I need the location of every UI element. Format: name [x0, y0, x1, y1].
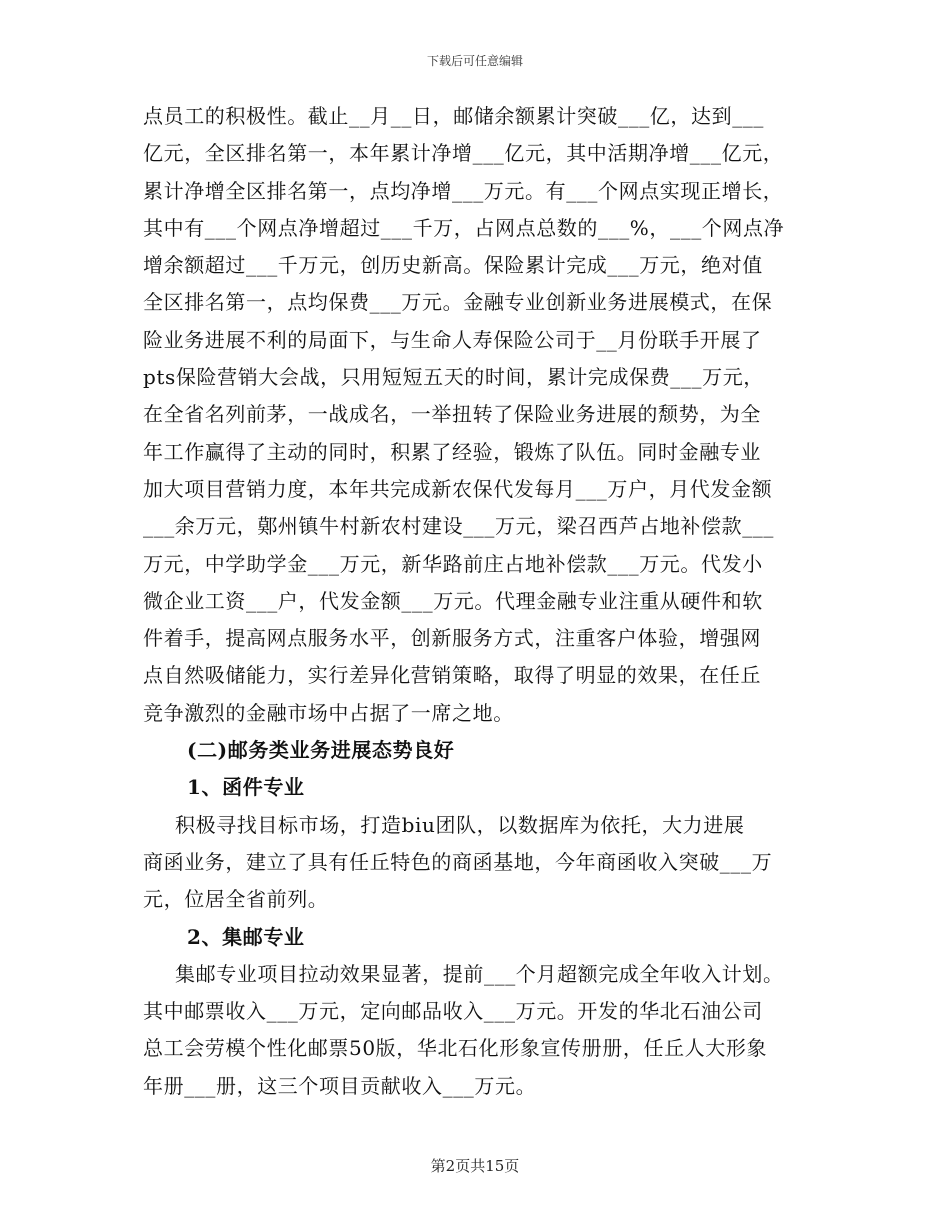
- section-heading: 2、集邮专业: [187, 924, 305, 949]
- paragraph-line: 险业务进展不利的局面下，与生命人寿保险公司于__月份联手开展了: [143, 327, 762, 352]
- paragraph-line: 万元，中学助学金___万元，新华路前庄占地补偿款___万元。代发小: [143, 551, 763, 576]
- page-footer: 第2页共15页: [430, 1157, 520, 1175]
- paragraph-line: 总工会劳模个性化邮票50版，华北石化形象宣传册册，任丘人大形象: [143, 1036, 768, 1061]
- paragraph-line: 增余额超过___千万元，创历史新高。保险累计完成___万元，绝对值: [143, 253, 763, 278]
- paragraph-line: 其中有___个网点净增超过___千万，占网点总数的___%，___个网点净: [143, 215, 785, 240]
- document-body: [143, 98, 833, 1105]
- paragraph-line: 全区排名第一，点均保费___万元。金融专业创新业务进展模式，在保: [143, 290, 773, 315]
- paragraph-line: ___余万元，鄚州镇牛村新农村建设___万元，梁召西芦占地补偿款___: [143, 514, 774, 539]
- paragraph-line: 点员工的积极性。截止__月__日，邮储余额累计突破___亿，达到___: [143, 104, 764, 128]
- section-heading: (二)邮务类业务进展态势良好: [187, 738, 455, 763]
- paragraph-line: 加大项目营销力度，本年共完成新农保代发每月___万户，月代发金额: [143, 476, 773, 501]
- paragraph-line: 积极寻找目标市场，打造biu团队，以数据库为依托，大力进展: [175, 812, 745, 837]
- paragraph-line: 商函业务，建立了具有任丘特色的商函基地，今年商函收入突破___万: [143, 849, 773, 874]
- paragraph-line: 元，位居全省前列。: [143, 887, 329, 912]
- page-header: 下载后可任意编辑: [426, 54, 523, 68]
- paragraph-line: 竞争激烈的金融市场中占据了一席之地。: [143, 700, 514, 725]
- paragraph-line: 微企业工资___户，代发金额___万元。代理金融专业注重从硬件和软: [143, 588, 763, 613]
- paragraph-line: 其中邮票收入___万元，定向邮品收入___万元。开发的华北石油公司: [143, 999, 763, 1024]
- paragraph-line: 年工作赢得了主动的同时，积累了经验，锻炼了队伍。同时金融专业: [143, 439, 761, 464]
- paragraph-line: 点自然吸储能力，实行差异化营销策略，取得了明显的效果，在任丘: [143, 663, 761, 688]
- paragraph-line: pts保险营销大会战，只用短短五天的时间，累计完成保费___万元，: [143, 365, 764, 390]
- paragraph-line: 集邮专业项目拉动效果显著，提前___个月超额完成全年收入计划。: [175, 961, 784, 986]
- paragraph-line: 年册___册，这三个项目贡献收入___万元。: [143, 1073, 537, 1098]
- paragraph-line: 在全省名列前茅，一战成名，一举扭转了保险业务进展的颓势，为全: [143, 402, 761, 427]
- paragraph-line: 亿元，全区排名第一，本年累计净增___亿元，其中活期净增___亿元，: [143, 141, 784, 166]
- paragraph-line: 累计净增全区排名第一，点均净增___万元。有___个网点实现正增长，: [143, 178, 784, 203]
- paragraph-line: 件着手，提高网点服务水平，创新服务方式，注重客户体验，增强网: [143, 626, 761, 651]
- section-heading: 1、函件专业: [187, 775, 305, 800]
